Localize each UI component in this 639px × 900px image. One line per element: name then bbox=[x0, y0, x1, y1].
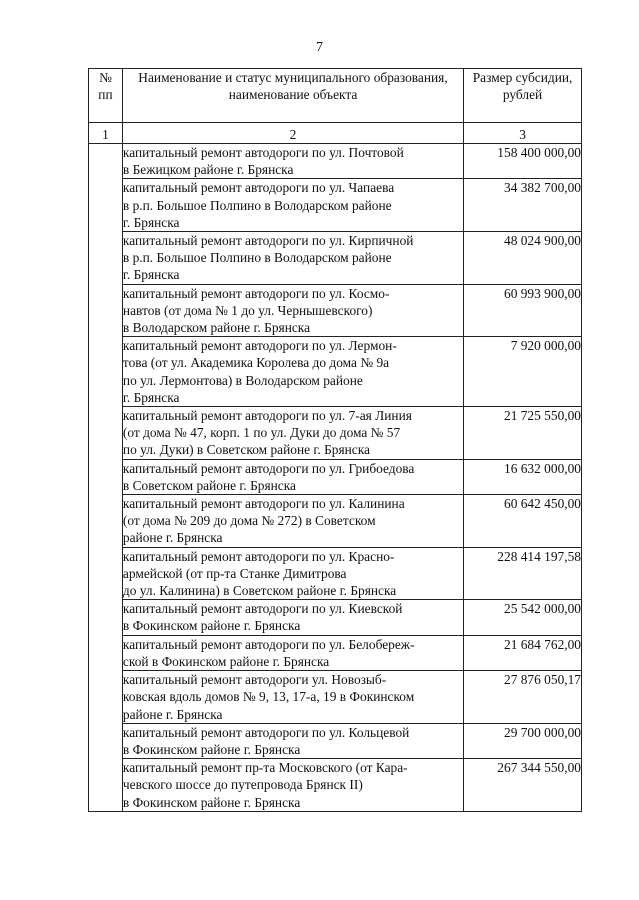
table-row bbox=[89, 671, 582, 724]
subsidy-amount-cell: 16 632 000,00 bbox=[464, 459, 582, 494]
table-row bbox=[89, 635, 582, 670]
subsidy-amount-cell: 27 876 050,17 bbox=[464, 671, 582, 724]
column-number-3: 3 bbox=[464, 123, 582, 144]
object-name-cell: капитальный ремонт автодороги по ул. Киевской в Фокинском районе г. Брянска bbox=[122, 600, 463, 635]
table-row bbox=[89, 179, 582, 232]
object-name-cell: капитальный ремонт автодороги ул. Новозыб- ковская вдоль домов № 9, 13, 17-а, 19 в Фокинском районе г. Брянска bbox=[122, 671, 463, 724]
table-row bbox=[89, 459, 582, 494]
object-name-cell: капитальный ремонт автодороги по ул. Лермон- това (от ул. Академика Королева до дома № 9а по ул. Лермонтова) в Володарском районе г. Брянска bbox=[122, 337, 463, 407]
page-number: 7 bbox=[316, 40, 323, 55]
column-number-row bbox=[89, 123, 582, 144]
subsidy-amount-cell: 21 725 550,00 bbox=[464, 407, 582, 460]
table-row bbox=[89, 495, 582, 548]
subsidy-amount-cell: 228 414 197,58 bbox=[464, 547, 582, 600]
table-row bbox=[89, 232, 582, 285]
row-number-cell bbox=[89, 144, 123, 812]
object-name-cell: капитальный ремонт автодороги по ул. Кирпичной в р.п. Большое Полпино в Володарском районе г. Брянска bbox=[122, 232, 463, 285]
table-row bbox=[89, 600, 582, 635]
object-name-cell: капитальный ремонт автодороги по ул. Красно- армейской (от пр-та Станке Димитрова до ул. Калинина) в Советском районе г. Брянска bbox=[122, 547, 463, 600]
column-number-2: 2 bbox=[122, 123, 463, 144]
object-name-cell: капитальный ремонт автодороги по ул. Чапаева в р.п. Большое Полпино в Володарском районе г. Брянска bbox=[122, 179, 463, 232]
table-row bbox=[89, 723, 582, 758]
subsidy-amount-cell: 48 024 900,00 bbox=[464, 232, 582, 285]
subsidy-amount-cell: 29 700 000,00 bbox=[464, 723, 582, 758]
object-name-cell: капитальный ремонт автодороги по ул. Грибоедова в Советском районе г. Брянска bbox=[122, 459, 463, 494]
object-name-cell: капитальный ремонт автодороги по ул. Космо- навтов (от дома № 1 до ул. Чернышевского) в Володарском районе г. Брянска bbox=[122, 284, 463, 337]
subsidy-amount-cell: 267 344 550,00 bbox=[464, 759, 582, 812]
table-row bbox=[89, 759, 582, 812]
subsidy-amount-cell: 60 642 450,00 bbox=[464, 495, 582, 548]
table-row bbox=[89, 284, 582, 337]
object-name-cell: капитальный ремонт автодороги по ул. Калинина (от дома № 209 до дома № 272) в Советском районе г. Брянска bbox=[122, 495, 463, 548]
header-number: № пп bbox=[89, 69, 123, 123]
header-name: Наименование и статус муниципального образования, наименование объекта bbox=[122, 69, 463, 123]
table-row bbox=[89, 547, 582, 600]
table-row bbox=[89, 144, 582, 179]
object-name-cell: капитальный ремонт автодороги по ул. Почтовой в Бежицком районе г. Брянска bbox=[122, 144, 463, 179]
subsidy-amount-cell: 25 542 000,00 bbox=[464, 600, 582, 635]
table-row bbox=[89, 407, 582, 460]
object-name-cell: капитальный ремонт автодороги по ул. 7-ая Линия (от дома № 47, корп. 1 по ул. Дуки до дома № 57 по ул. Дуки) в Советском районе г. Брянска bbox=[122, 407, 463, 460]
subsidy-amount-cell: 21 684 762,00 bbox=[464, 635, 582, 670]
object-name-cell: капитальный ремонт автодороги по ул. Кольцевой в Фокинском районе г. Брянска bbox=[122, 723, 463, 758]
subsidy-amount-cell: 34 382 700,00 bbox=[464, 179, 582, 232]
subsidy-amount-cell: 7 920 000,00 bbox=[464, 337, 582, 407]
table-header-row bbox=[89, 69, 582, 123]
header-amount: Размер субсидии, рублей bbox=[464, 69, 582, 123]
table-body bbox=[89, 144, 582, 812]
object-name-cell: капитальный ремонт автодороги по ул. Белобереж- ской в Фокинском районе г. Брянска bbox=[122, 635, 463, 670]
subsidy-amount-cell: 60 993 900,00 bbox=[464, 284, 582, 337]
subsidy-amount-cell: 158 400 000,00 bbox=[464, 144, 582, 179]
subsidy-table bbox=[88, 68, 582, 812]
object-name-cell: капитальный ремонт пр-та Московского (от Кара- чевского шоссе до путепровода Брянск II) в Фокинском районе г. Брянска bbox=[122, 759, 463, 812]
column-number-1: 1 bbox=[89, 123, 123, 144]
table-row bbox=[89, 337, 582, 407]
